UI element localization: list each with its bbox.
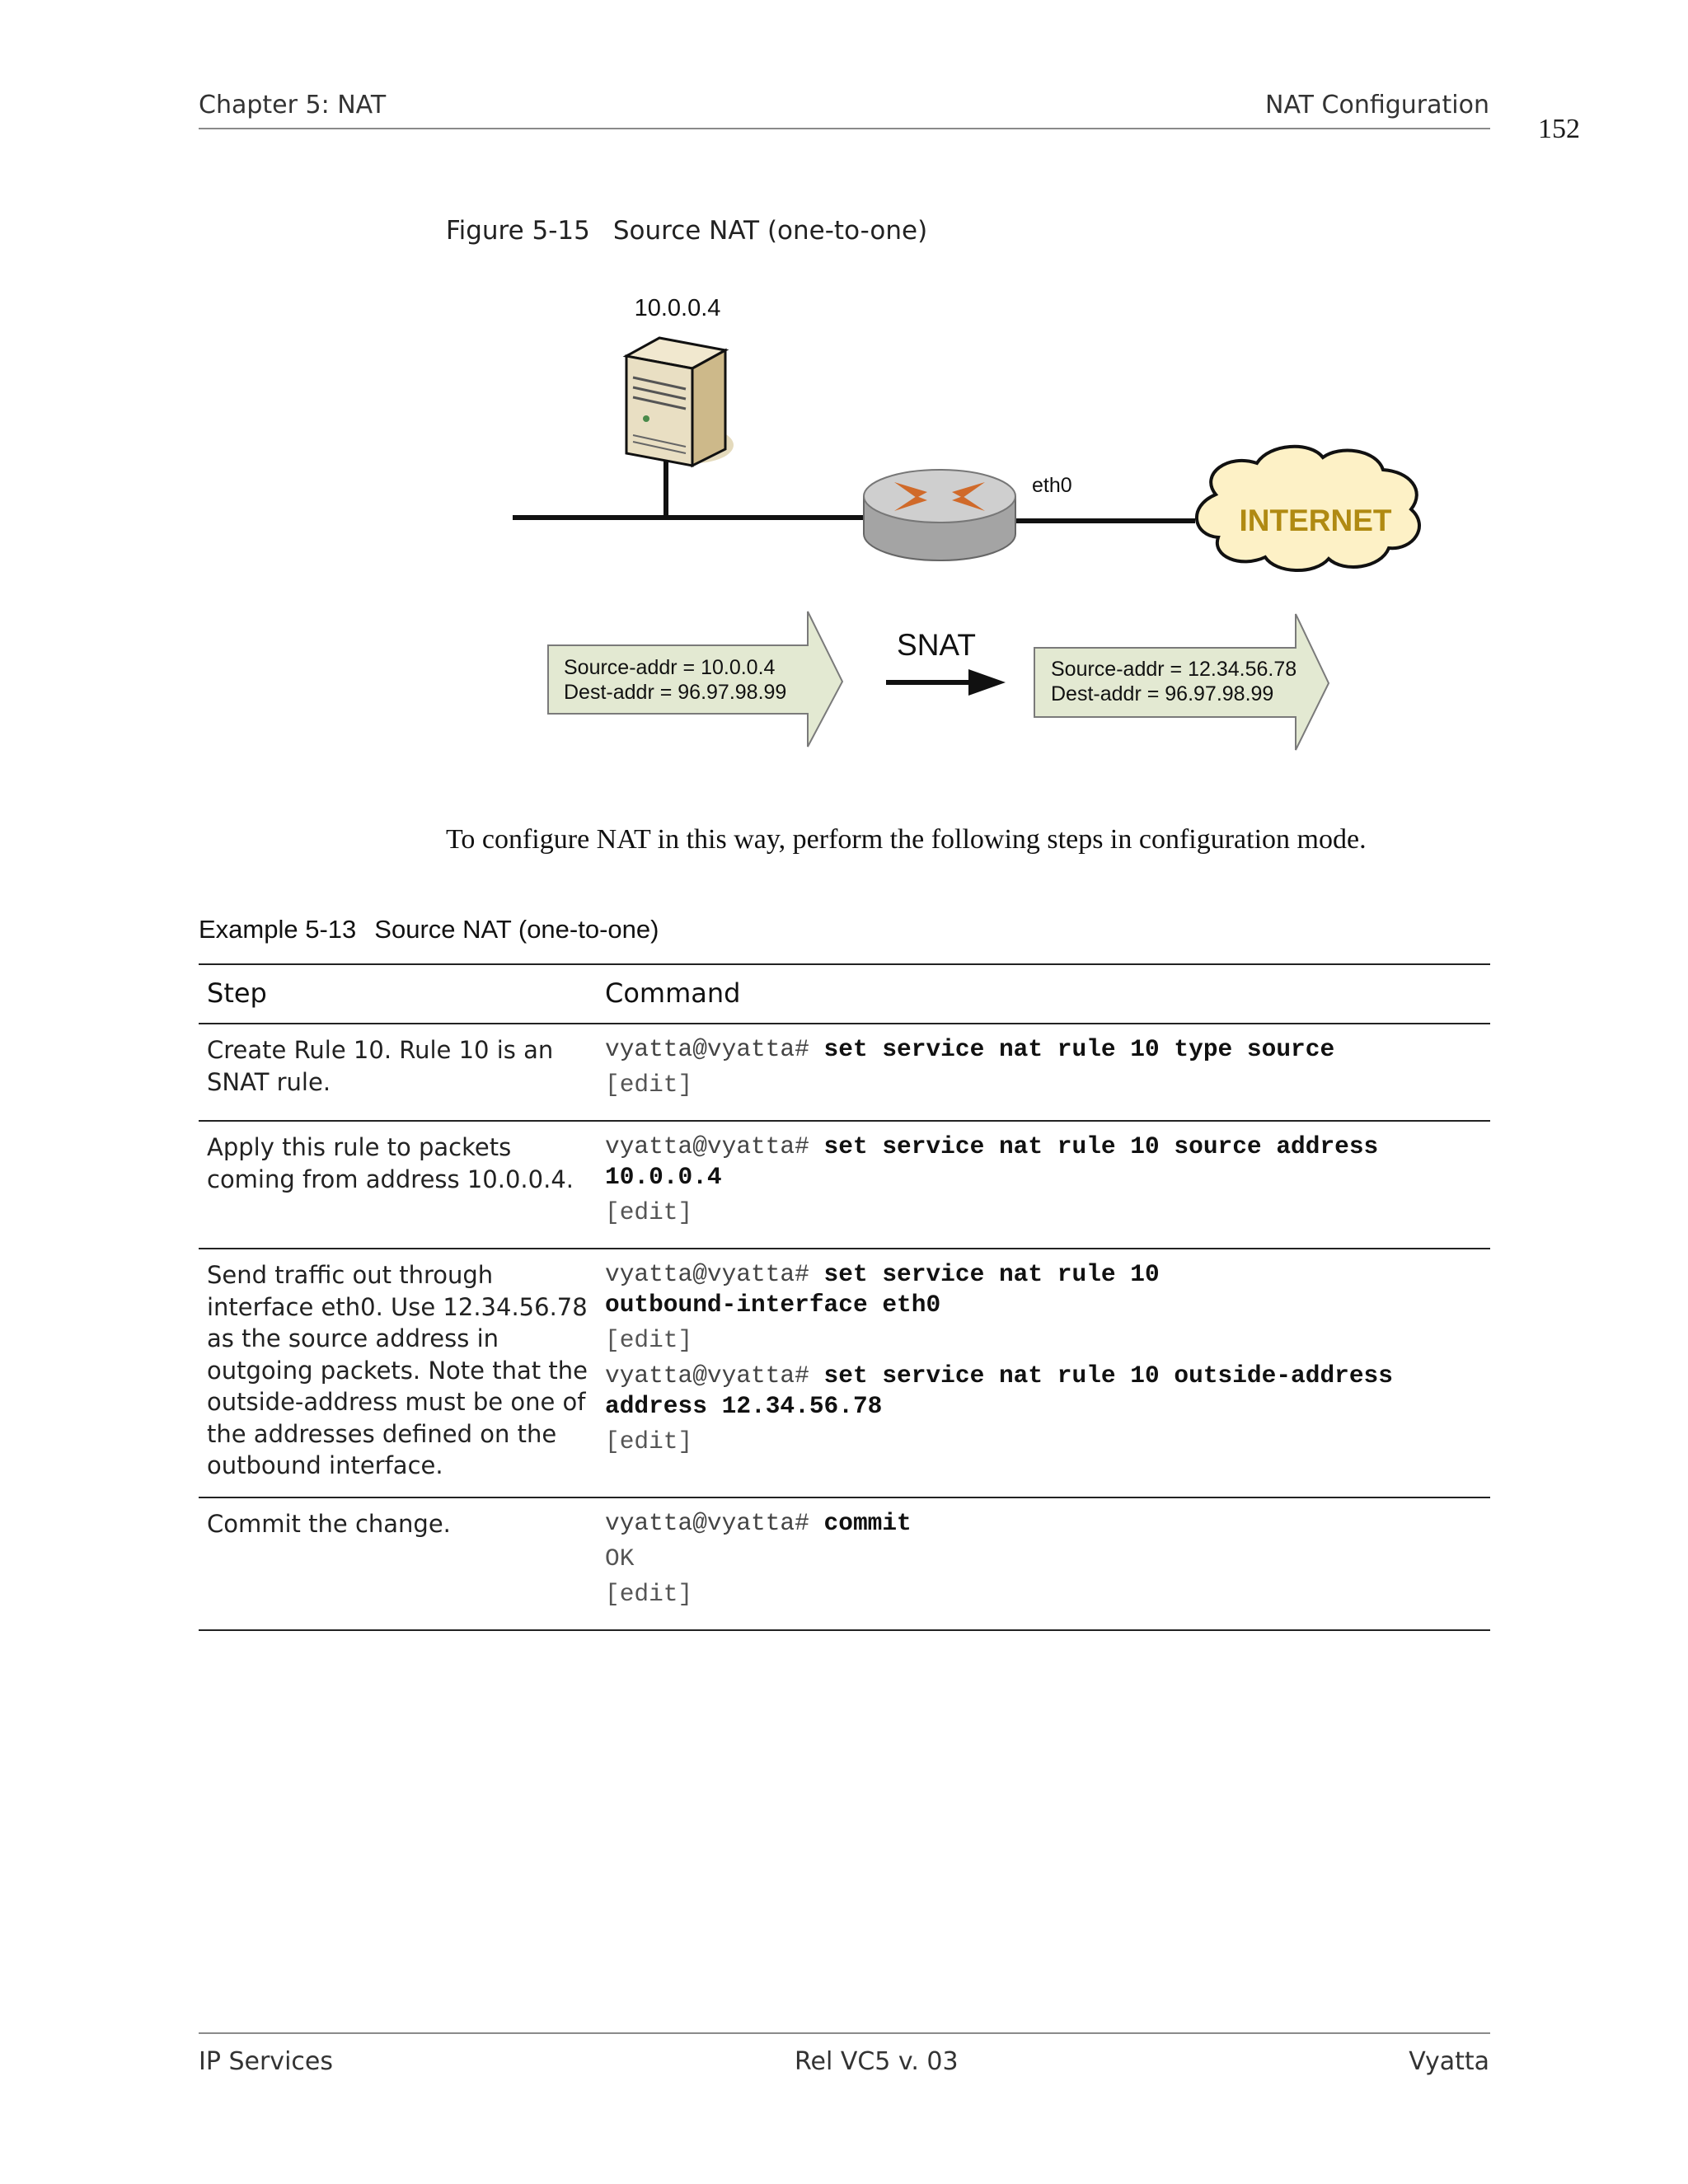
step-description: Send traffic out through interface eth0. Use 12.34.56.78 as the source address in outgoing packets. Note that the outside-address must be one of the addresses defined on the outbound interface. — [199, 1249, 597, 1497]
step-description: Apply this rule to packets coming from address 10.0.0.4. — [199, 1121, 597, 1249]
cloud-label: INTERNET — [1239, 504, 1392, 537]
command-text: commit — [823, 1508, 912, 1537]
command-cell — [597, 1497, 1490, 1630]
packet-before-arrow — [548, 612, 842, 747]
command-continuation: address 12.34.56.78 — [605, 1392, 883, 1420]
prompt: vyatta@vyatta# — [605, 1035, 809, 1063]
prompt: vyatta@vyatta# — [605, 1132, 809, 1160]
command-continuation: 10.0.0.4 — [605, 1163, 722, 1191]
command-text: set service nat rule 10 outside-address — [823, 1361, 1393, 1390]
command-cell — [597, 1249, 1490, 1497]
translation-arrow-icon — [886, 669, 1006, 696]
command-cell — [597, 1024, 1490, 1121]
example-caption — [199, 915, 659, 944]
prompt: vyatta@vyatta# — [605, 1260, 809, 1288]
command-line — [605, 1034, 1482, 1065]
intro-paragraph: To configure NAT in this way, perform the following steps in configuration mode. — [446, 824, 1367, 855]
column-header-step: Step — [199, 964, 597, 1024]
figure-label: Figure 5-15 — [446, 216, 590, 246]
command-line — [605, 1259, 1482, 1320]
table-row — [199, 1249, 1490, 1497]
command-line — [605, 1508, 1482, 1539]
command-output: OK — [605, 1544, 635, 1572]
edit-marker: [edit] — [605, 1198, 693, 1226]
before-dest-addr: Dest-addr = 96.97.98.99 — [564, 681, 787, 704]
steps-table — [199, 963, 1490, 1631]
command-continuation: outbound-interface eth0 — [605, 1291, 941, 1319]
step-description: Commit the change. — [199, 1497, 597, 1630]
before-source-addr: Source-addr = 10.0.0.4 — [564, 656, 776, 679]
table-header-row — [199, 964, 1490, 1024]
example-title: Source NAT (one-to-one) — [374, 915, 659, 944]
edit-marker: [edit] — [605, 1579, 693, 1608]
chapter-title: Chapter 5: NAT — [199, 91, 387, 120]
step-description: Create Rule 10. Rule 10 is an SNAT rule. — [199, 1024, 597, 1121]
figure-title: Source NAT (one-to-one) — [612, 216, 928, 246]
command-cell — [597, 1121, 1490, 1249]
page-number: 152 — [1538, 114, 1580, 144]
edit-marker: [edit] — [605, 1427, 693, 1455]
snat-diagram — [495, 280, 1392, 758]
interface-label: eth0 — [1032, 474, 1072, 497]
footer-release: Rel VC5 v. 03 — [795, 2047, 959, 2076]
router-icon — [864, 470, 1015, 560]
command-text: set service nat rule 10 — [823, 1260, 1160, 1288]
footer-divider — [199, 2032, 1490, 2034]
column-header-command: Command — [597, 964, 1490, 1024]
example-label: Example 5-13 — [199, 915, 357, 944]
section-title: NAT Configuration — [1265, 91, 1489, 120]
after-dest-addr: Dest-addr = 96.97.98.99 — [1051, 682, 1274, 705]
prompt: vyatta@vyatta# — [605, 1361, 809, 1390]
command-text: set service nat rule 10 type source — [823, 1035, 1335, 1063]
table-row — [199, 1121, 1490, 1249]
header-divider — [199, 128, 1490, 129]
figure-caption — [446, 216, 927, 246]
edit-marker: [edit] — [605, 1326, 693, 1354]
edit-marker: [edit] — [605, 1071, 693, 1099]
footer-doc-title: IP Services — [199, 2047, 333, 2076]
table-row — [199, 1497, 1490, 1630]
command-line — [605, 1132, 1482, 1193]
command-text: set service nat rule 10 source address — [823, 1132, 1379, 1160]
prompt: vyatta@vyatta# — [605, 1508, 809, 1537]
snat-label: SNAT — [897, 628, 976, 662]
footer-vendor: Vyatta — [1409, 2047, 1489, 2076]
command-line — [605, 1361, 1482, 1422]
table-row — [199, 1024, 1490, 1121]
after-source-addr: Source-addr = 12.34.56.78 — [1051, 658, 1297, 681]
host-ip-label: 10.0.0.4 — [634, 295, 721, 321]
server-icon — [626, 338, 734, 466]
